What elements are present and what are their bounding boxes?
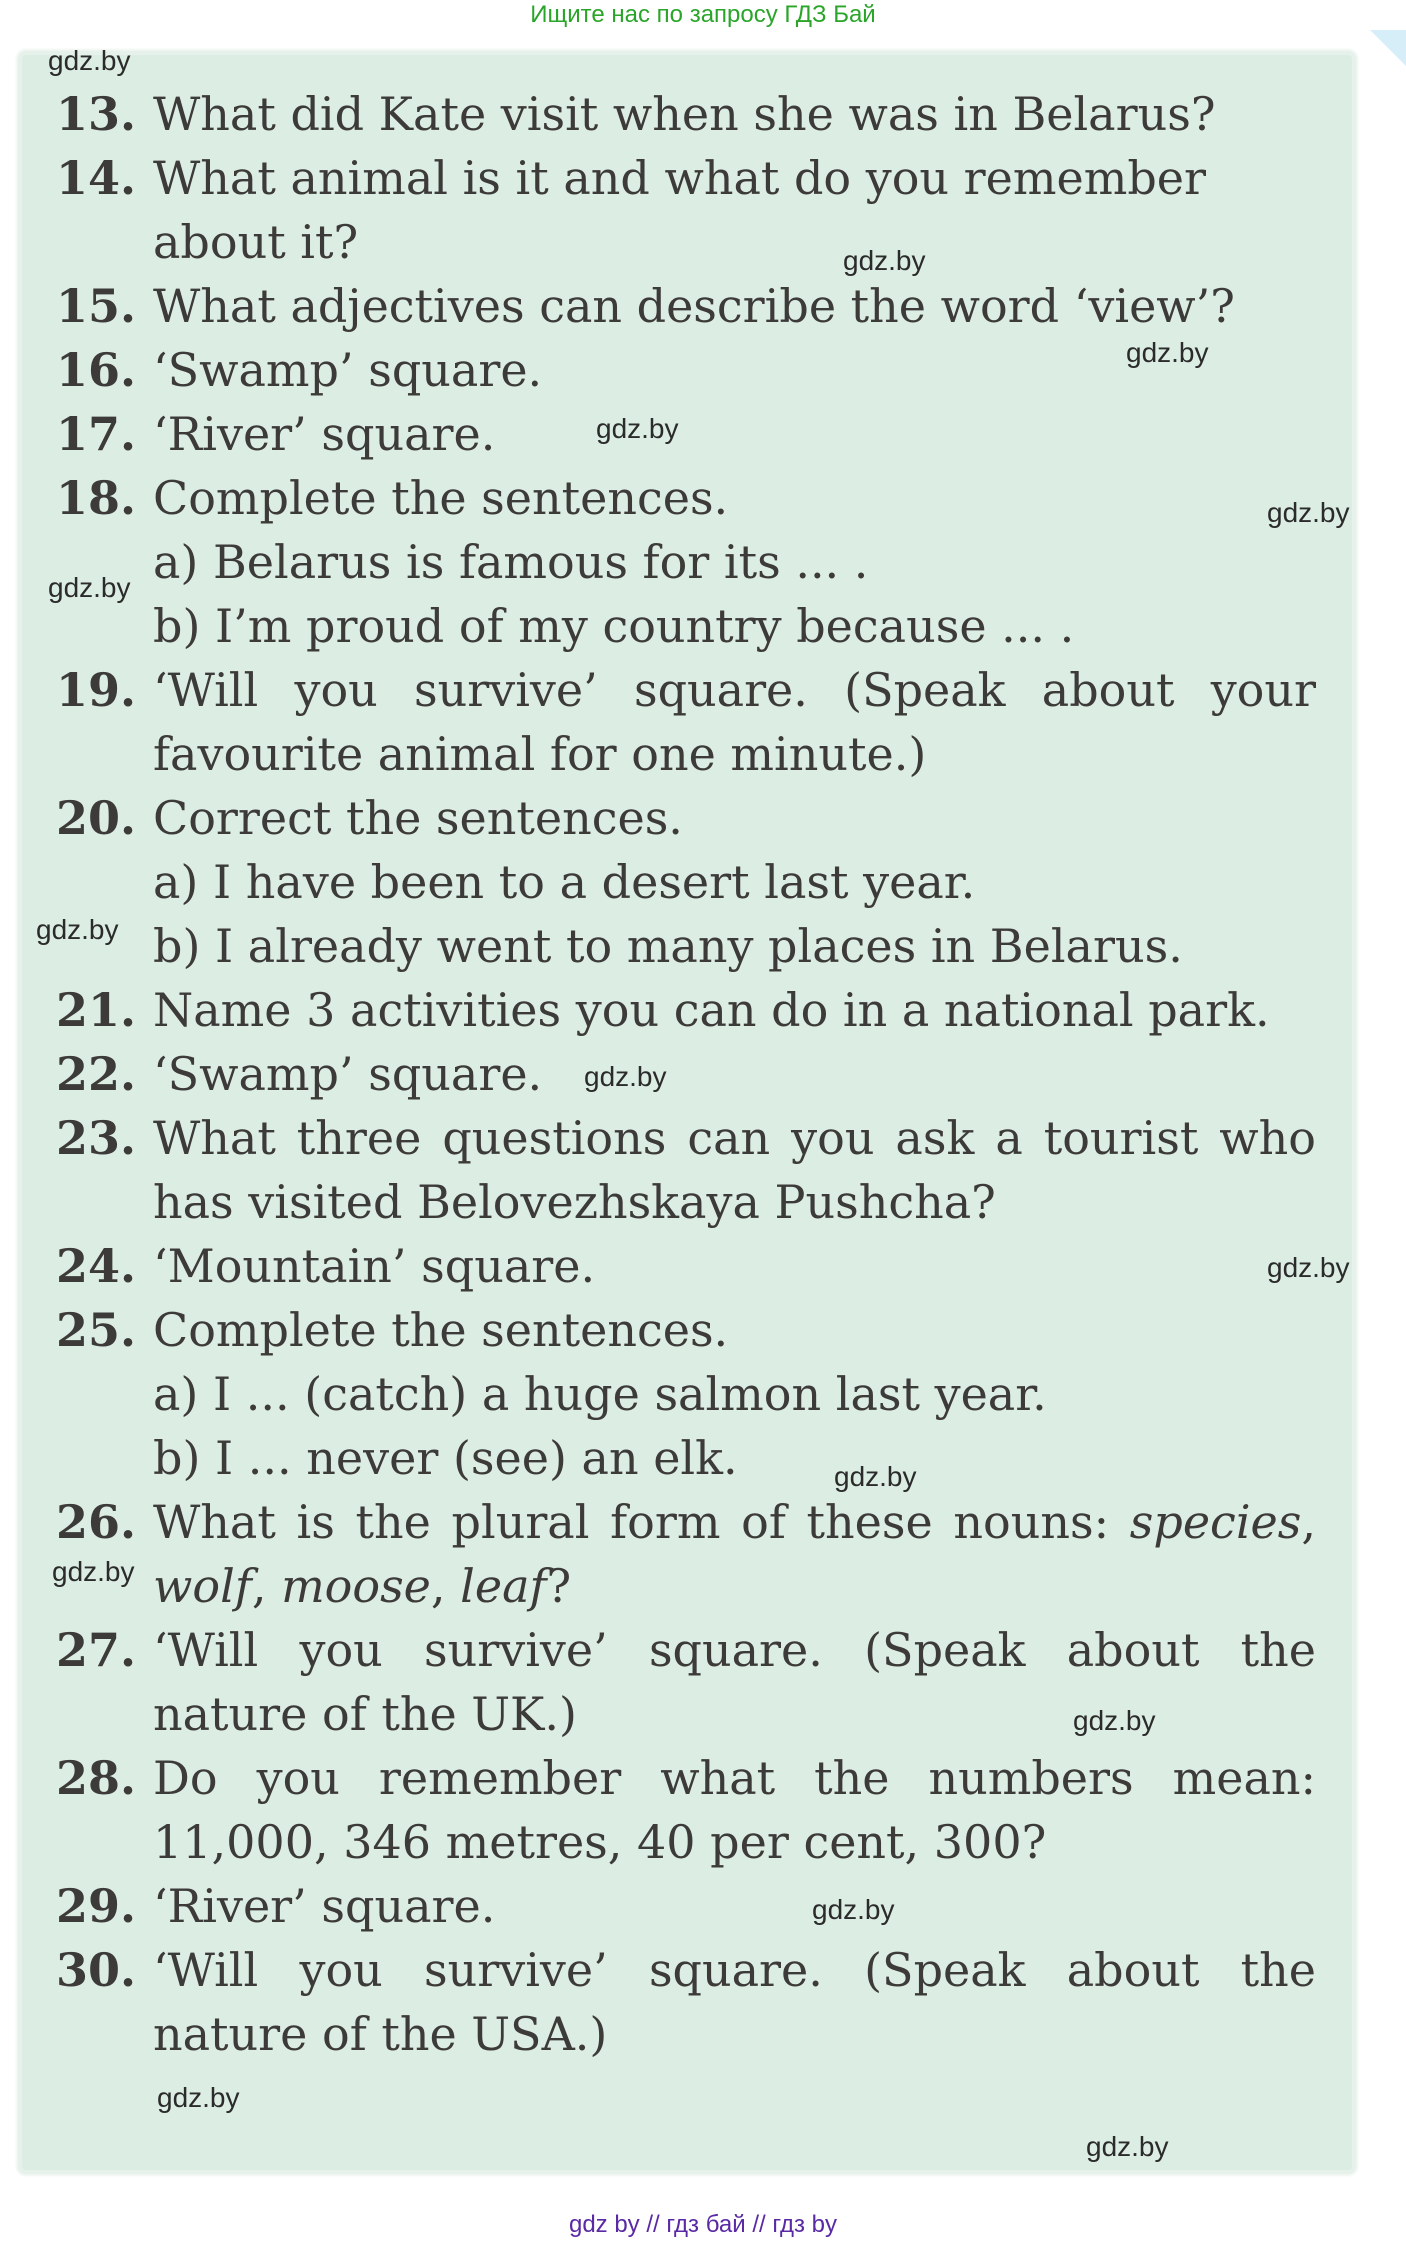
question-number: 17.: [56, 407, 137, 461]
sub-item: a) Belarus is famous for its ... .: [153, 535, 869, 589]
question-number: 28.: [56, 1751, 137, 1805]
question-number: 26.: [56, 1495, 137, 1549]
question-number: 19.: [56, 663, 137, 717]
question-number: 13.: [56, 87, 137, 141]
watermark: gdz.by: [52, 1556, 135, 1587]
question-number: 16.: [56, 343, 137, 397]
question-number: 23.: [56, 1111, 137, 1165]
watermark: gdz.by: [1126, 337, 1209, 368]
watermark: gdz.by: [596, 413, 679, 444]
watermark: gdz.by: [1267, 1252, 1350, 1283]
search-banner: Ищите нас по запросу ГДЗ Бай: [530, 1, 876, 28]
corner-fold-decoration: [1370, 30, 1406, 66]
question-19: [56, 658, 1316, 786]
question-text: What animal is it and what do you remember about it?: [153, 151, 1207, 269]
question-28: [56, 1746, 1316, 1874]
watermark: gdz.by: [36, 914, 119, 945]
question-number: 30.: [56, 1943, 137, 1997]
question-30: [56, 1938, 1316, 2066]
question-text: ‘Swamp’ square.: [153, 1047, 543, 1101]
question-23: [56, 1106, 1316, 1234]
question-number: 29.: [56, 1879, 137, 1933]
question-17: [56, 402, 1316, 466]
question-text: What is the plural form of these nouns: species, wolf, moose, leaf?: [153, 1495, 1316, 1613]
question-text: ‘River’ square.: [153, 1879, 496, 1933]
sub-item: a) I ... (catch) a huge salmon last year.: [153, 1367, 1047, 1421]
watermark: gdz.by: [584, 1061, 667, 1092]
watermark: gdz.by: [157, 2082, 240, 2113]
question-25: [56, 1298, 1316, 1362]
question-text: ‘Will you survive’ square. (Speak about the nature of the USA.): [153, 1943, 1316, 2061]
question-21: [56, 978, 1316, 1042]
watermark: gdz.by: [812, 1894, 895, 1925]
watermark: gdz.by: [843, 245, 926, 276]
question-text: Complete the sentences.: [153, 1303, 729, 1357]
question-24: [56, 1234, 1316, 1298]
question-20: [56, 786, 1316, 850]
question-text: ‘Mountain’ square.: [153, 1239, 596, 1293]
question-26: [56, 1490, 1316, 1618]
noun-species: species: [1129, 1495, 1302, 1549]
question-tail: ?: [546, 1559, 572, 1613]
question-number: 14.: [56, 151, 137, 205]
question-22: [56, 1042, 1316, 1106]
question-15: [56, 274, 1316, 338]
question-14: [56, 146, 1316, 274]
question-text: What three questions can you ask a tourist who has visited Belovezhskaya Pushcha?: [153, 1111, 1316, 1229]
question-number: 15.: [56, 279, 137, 333]
noun-wolf: wolf: [153, 1559, 252, 1613]
sub-item: b) I already went to many places in Belarus.: [153, 919, 1183, 973]
question-lead: What is the plural form of these nouns:: [153, 1495, 1130, 1549]
watermark: gdz.by: [1073, 1705, 1156, 1736]
question-text: Complete the sentences.: [153, 471, 729, 525]
question-number: 27.: [56, 1623, 137, 1677]
question-number: 18.: [56, 471, 137, 525]
question-number: 25.: [56, 1303, 137, 1357]
watermark: gdz.by: [1086, 2131, 1169, 2162]
watermark: gdz.by: [834, 1461, 917, 1492]
question-text: Do you remember what the numbers mean: 11,000, 346 metres, 40 per cent, 300?: [153, 1751, 1316, 1869]
question-text: What adjectives can describe the word ‘view’?: [153, 279, 1235, 333]
watermark: gdz.by: [1267, 497, 1350, 528]
question-text: Name 3 activities you can do in a national park.: [153, 983, 1270, 1037]
question-18: [56, 466, 1316, 530]
question-number: 22.: [56, 1047, 137, 1101]
sub-item: b) I ... never (see) an elk.: [153, 1431, 738, 1485]
sub-item: b) I’m proud of my country because ... .: [153, 599, 1075, 653]
noun-leaf: leaf: [460, 1559, 547, 1613]
noun-moose: moose: [281, 1559, 431, 1613]
question-number: 21.: [56, 983, 137, 1037]
question-text: ‘Will you survive’ square. (Speak about your favourite animal for one minute.): [153, 663, 1316, 781]
sub-item: a) I have been to a desert last year.: [153, 855, 976, 909]
question-text: What did Kate visit when she was in Belarus?: [153, 87, 1216, 141]
question-13: [56, 82, 1316, 146]
footer-links: gdz by // гдз бай // гдз by: [568, 2211, 838, 2238]
question-number: 24.: [56, 1239, 137, 1293]
question-text: Correct the sentences.: [153, 791, 683, 845]
question-text: ‘Will you survive’ square. (Speak about the nature of the UK.): [153, 1623, 1316, 1741]
question-text: ‘River’ square.: [153, 407, 496, 461]
watermark: gdz.by: [48, 45, 131, 76]
question-list: [56, 82, 1316, 2066]
question-number: 20.: [56, 791, 137, 845]
question-29: [56, 1874, 1316, 1938]
question-text: ‘Swamp’ square.: [153, 343, 543, 397]
watermark: gdz.by: [48, 572, 131, 603]
